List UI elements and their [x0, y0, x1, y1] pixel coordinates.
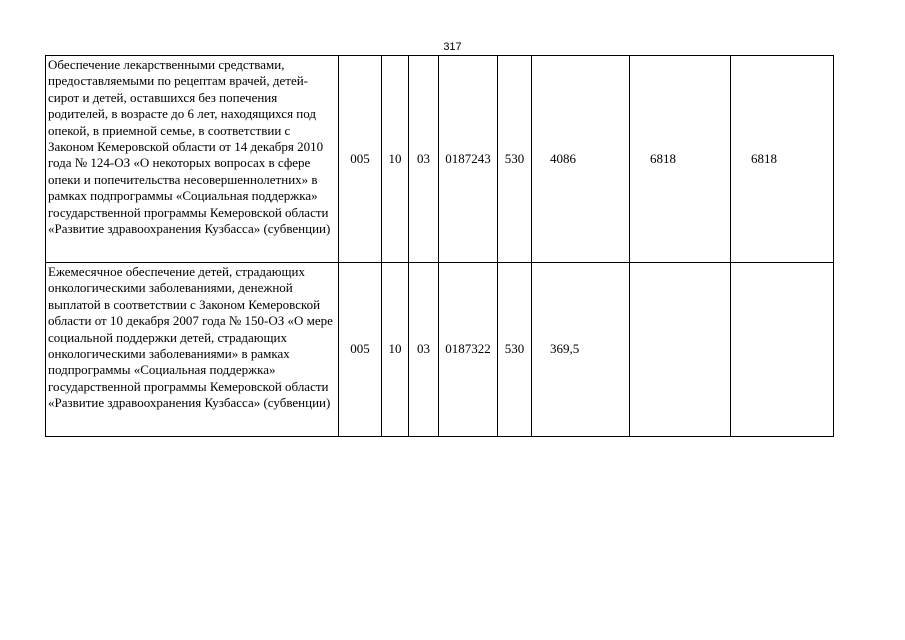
row-description: Обеспечение лекарственными средствами, предоставляемыми по рецептам врачей, детей-сирот и детей, оставшихся без попечения родителей, в возрасте до 6 лет, находящихся под опекой, в приемной семье, в соответствии с Законом Кемеровской области от 14 декабря 2010 года № 124-ОЗ «О некоторых вопросах в сфере опеки и попечительства несовершеннолетних» в рамках подпрограммы «Социальная поддержка» государственной программы Кемеровской области «Развитие здравоохранения Кузбасса» (субвенции)	[46, 56, 339, 263]
section-code: 10	[382, 263, 409, 437]
expense-type-code: 530	[498, 263, 532, 437]
budget-table	[45, 55, 834, 437]
expense-type-code: 530	[498, 56, 532, 263]
amount-year-3	[731, 263, 834, 437]
amount-year-2: 6818	[630, 56, 731, 263]
amount-year-3: 6818	[731, 56, 834, 263]
page-number: 317	[443, 41, 462, 53]
section-code: 10	[382, 56, 409, 263]
target-article-code: 0187322	[439, 263, 498, 437]
amount-year-2	[630, 263, 731, 437]
dept-code: 005	[339, 263, 382, 437]
table-row	[46, 56, 834, 263]
amount-year-1: 369,5	[532, 263, 630, 437]
subsection-code: 03	[409, 263, 439, 437]
table-row	[46, 263, 834, 437]
amount-year-1: 4086	[532, 56, 630, 263]
subsection-code: 03	[409, 56, 439, 263]
row-description: Ежемесячное обеспечение детей, страдающих онкологическими заболеваниями, денежной выплатой в соответствии с Законом Кемеровской области от 10 декабря 2007 года № 150-ОЗ «О мере социальной поддержки детей, страдающих онкологическими заболеваниями» в рамках подпрограммы «Социальная поддержка» государственной программы Кемеровской области «Развитие здравоохранения Кузбасса» (субвенции)	[46, 263, 339, 437]
dept-code: 005	[339, 56, 382, 263]
target-article-code: 0187243	[439, 56, 498, 263]
